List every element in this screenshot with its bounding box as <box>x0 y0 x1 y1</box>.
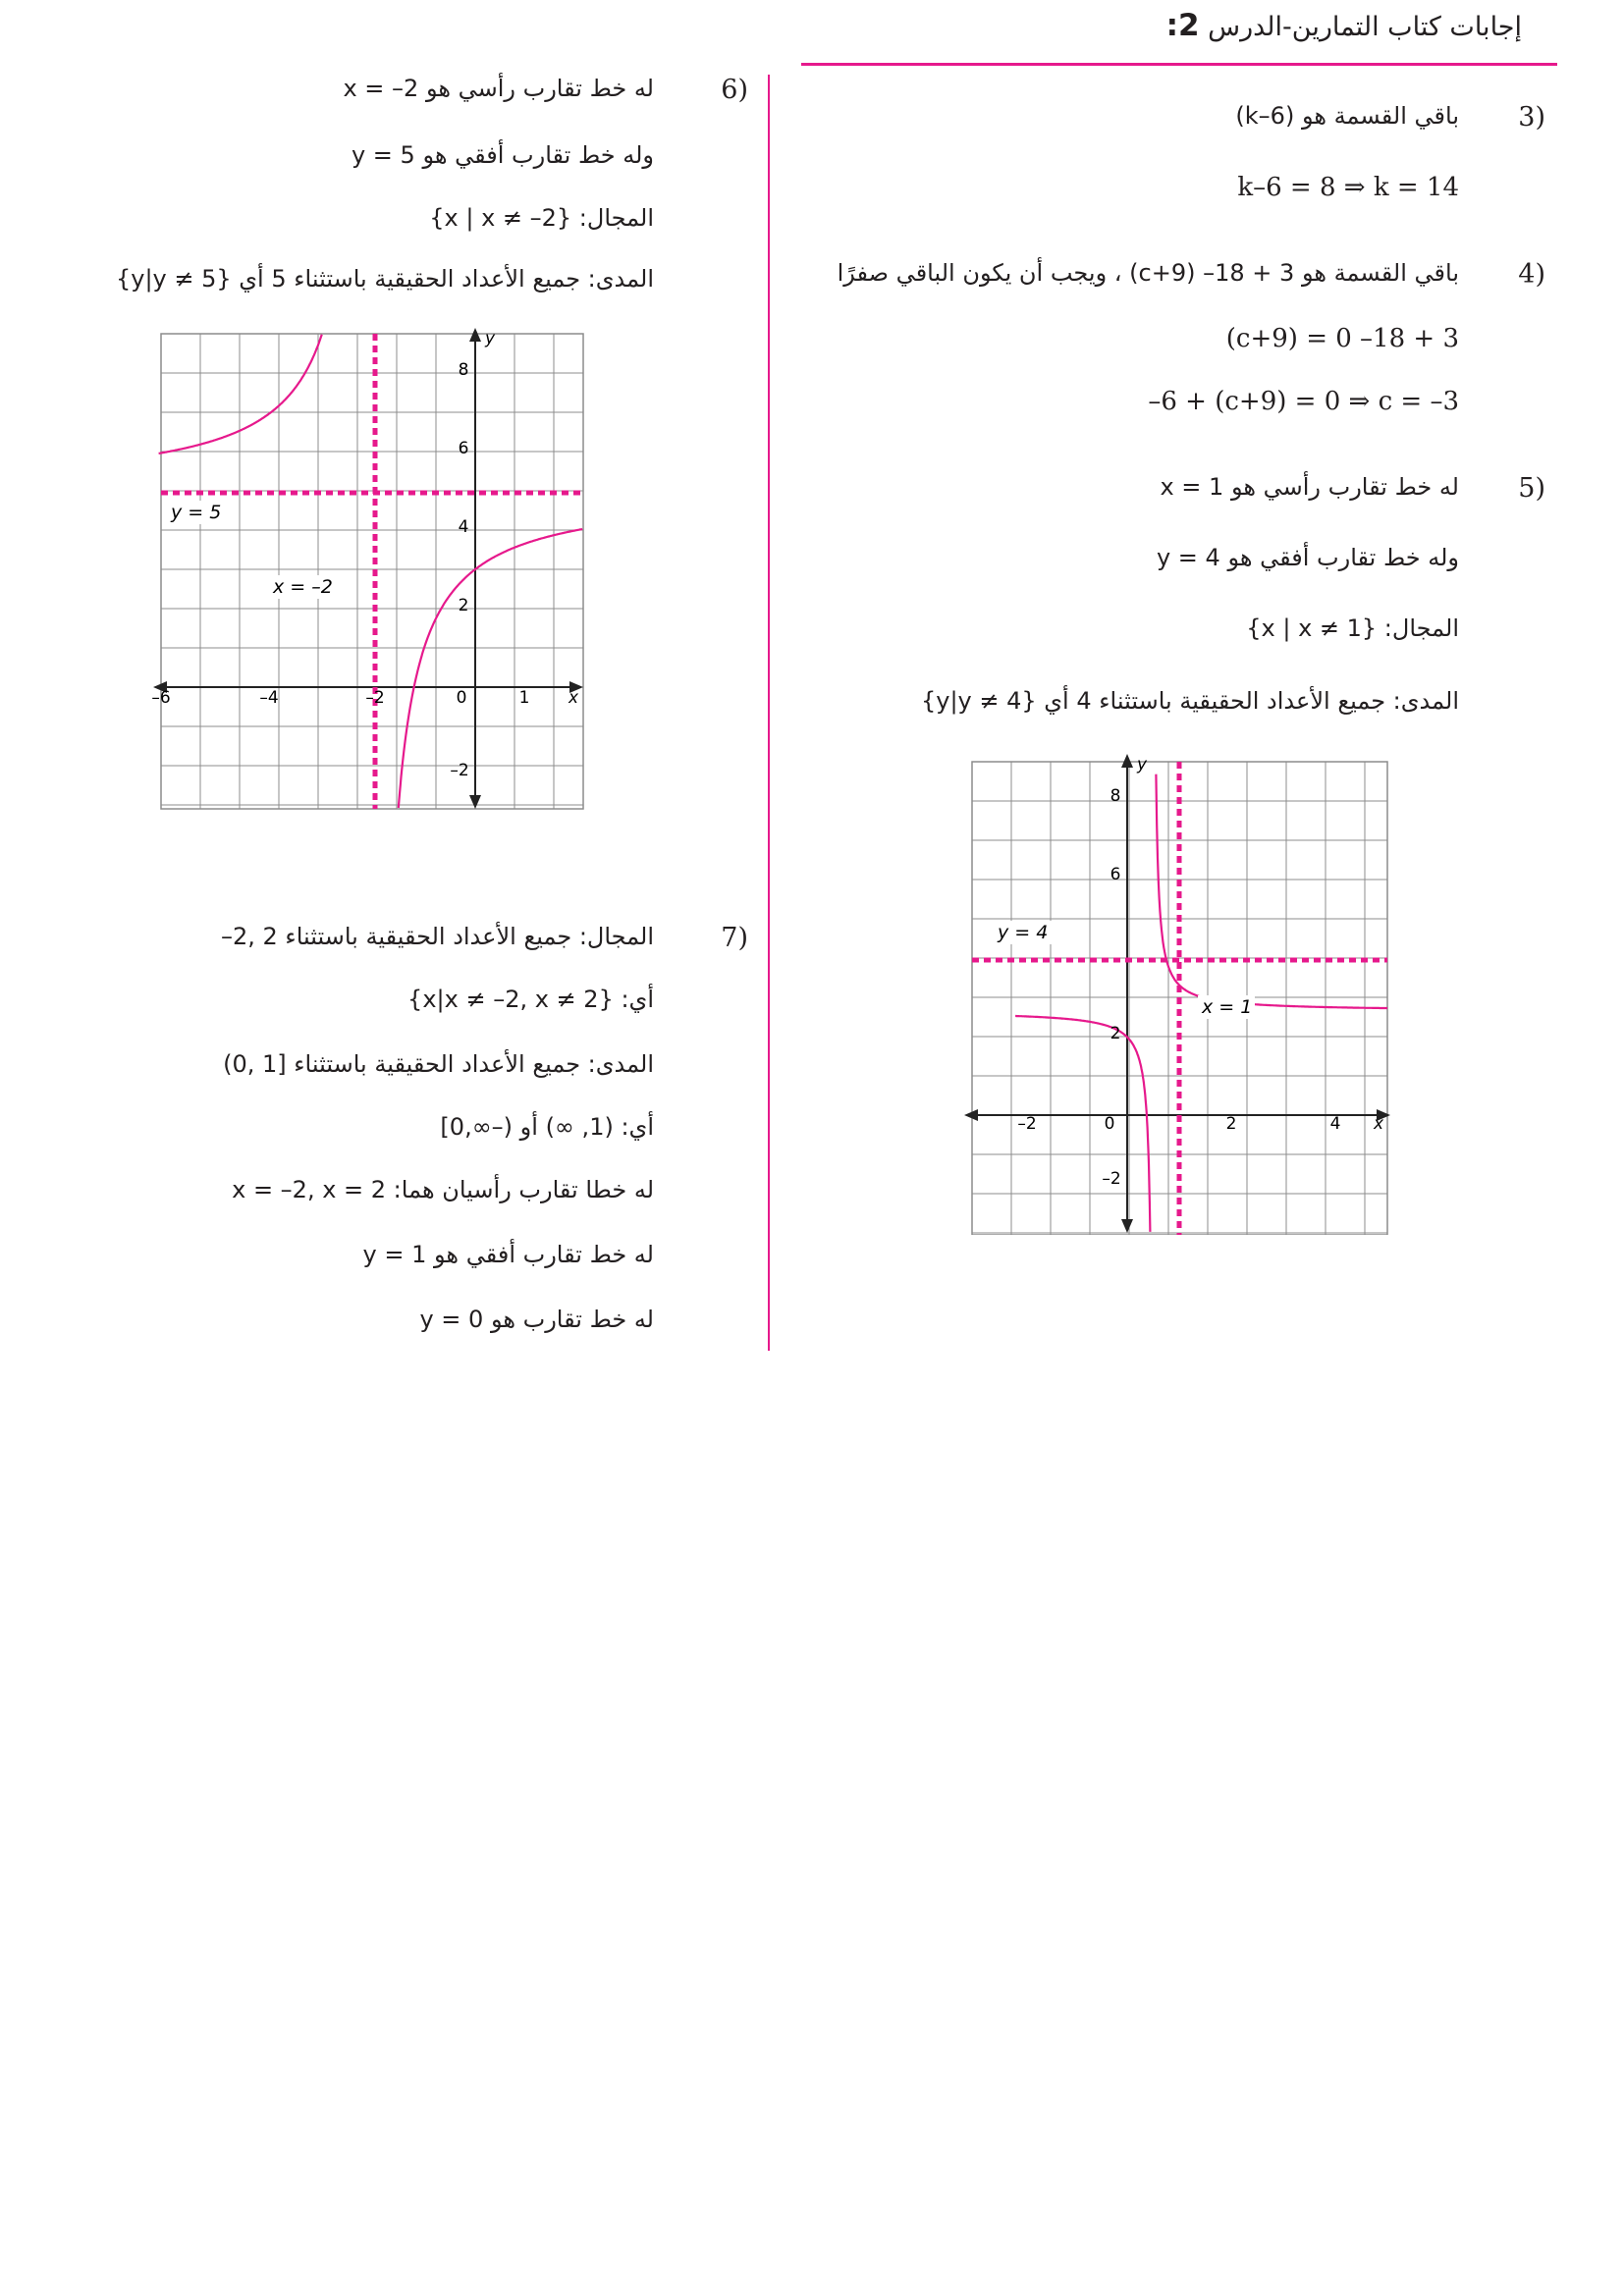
ex5-line-2: وله خط تقارب أفقي هو y = 4 <box>1156 544 1459 571</box>
curve-branch-right <box>1156 774 1387 1008</box>
exercise-number-5: 5) <box>1518 473 1545 504</box>
ex6-line-2: وله خط تقارب أفقي هو y = 5 <box>351 141 654 169</box>
graph-ex5 <box>962 754 1404 1235</box>
column-divider <box>768 75 770 1351</box>
x-tick-label: 0 <box>456 688 467 708</box>
y-tick-label: 8 <box>1110 786 1121 806</box>
exercise-number-4: 4) <box>1518 259 1545 290</box>
x-axis-label: x <box>568 688 579 708</box>
y-axis-arrow-down <box>469 795 481 809</box>
ex7-line-2: أي: {x|x ≠ –2, x ≠ 2} <box>407 986 654 1013</box>
exercise-number-6: 6) <box>721 75 748 105</box>
x-tick-label: 0 <box>1104 1114 1115 1134</box>
curve-branch-left <box>159 335 322 454</box>
ex3-line-1: باقي القسمة هو (k–6) <box>1235 102 1459 130</box>
y-axis-label: y <box>1137 755 1148 774</box>
horizontal-asymptote-label: y = 4 <box>998 922 1049 943</box>
ex4-line-2: (c+9) = 0 –18 + 3 <box>1225 324 1459 353</box>
x-axis-label: x <box>1373 1114 1384 1134</box>
y-tick-label: 8 <box>458 360 469 380</box>
x-tick-label: –2 <box>1017 1114 1037 1134</box>
ex5-line-4: المدى: جميع الأعداد الحقيقية باستثناء 4 أي {y|y ≠ 4} <box>920 687 1459 715</box>
page-title: إجابات كتاب التمارين-الدرس 2: <box>1165 8 1522 43</box>
y-tick-label: 6 <box>458 439 469 458</box>
ex7-line-5: له خطا تقارب رأسيان هما: x = –2, x = 2 <box>232 1176 654 1203</box>
y-axis-arrow-up <box>1121 754 1133 768</box>
y-axis-arrow-down <box>1121 1219 1133 1233</box>
graph-grid <box>161 334 583 809</box>
y-tick-label: 6 <box>1110 865 1121 884</box>
exercise-number-3: 3) <box>1518 102 1545 133</box>
y-tick-label: 2 <box>458 596 469 615</box>
ex7-line-4: أي: (1, ∞) أو (–∞,0] <box>440 1113 654 1141</box>
ex6-line-3: المجال: {x | x ≠ –2} <box>429 204 654 232</box>
x-tick-label: 2 <box>1225 1114 1237 1134</box>
ex4-line-3: –6 + (c+9) = 0 ⇒ c = –3 <box>1148 387 1459 416</box>
graph-ex6 <box>147 324 589 811</box>
x-tick-label: 4 <box>1329 1114 1341 1134</box>
ex3-line-2: k–6 = 8 ⇒ k = 14 <box>1237 173 1459 202</box>
x-tick-label: –4 <box>259 688 279 708</box>
vertical-asymptote-label: x = –2 <box>273 576 333 598</box>
y-tick-label: 2 <box>1110 1024 1121 1043</box>
y-tick-label: –2 <box>450 761 469 780</box>
x-tick-label: –2 <box>365 688 385 708</box>
ex7-line-7: له خط تقارب هو y = 0 <box>419 1306 654 1333</box>
exercise-number-7: 7) <box>721 923 748 953</box>
ex4-line-1: باقي القسمة هو 3 + 18– (c+9) ، ويجب أن يكون الباقي صفرًا <box>837 259 1459 287</box>
y-axis-arrow-up <box>469 328 481 342</box>
x-axis-arrow-left <box>964 1109 978 1121</box>
graph-frame <box>161 334 583 809</box>
ex6-line-4: المدى: جميع الأعداد الحقيقية باستثناء 5 أي {y|y ≠ 5} <box>115 265 654 293</box>
y-tick-label: –2 <box>1102 1169 1121 1189</box>
vertical-asymptote-label: x = 1 <box>1202 996 1253 1018</box>
ex7-line-1: المجال: جميع الأعداد الحقيقية باستثناء 2 ,2– <box>220 923 654 950</box>
ex7-line-3: المدى: جميع الأعداد الحقيقية باستثناء [1 ,0) <box>223 1050 654 1078</box>
ex5-line-1: له خط تقارب رأسي هو x = 1 <box>1160 473 1459 501</box>
title-divider <box>801 63 1557 66</box>
y-tick-label: 4 <box>458 517 469 537</box>
ex6-line-1: له خط تقارب رأسي هو x = –2 <box>343 75 654 102</box>
x-tick-label: –6 <box>151 688 171 708</box>
y-axis-label: y <box>485 329 496 348</box>
x-tick-label: 1 <box>518 688 530 708</box>
horizontal-asymptote-label: y = 5 <box>171 502 222 523</box>
ex5-line-3: المجال: {x | x ≠ 1} <box>1246 614 1459 642</box>
ex7-line-6: له خط تقارب أفقي هو y = 1 <box>362 1241 654 1268</box>
